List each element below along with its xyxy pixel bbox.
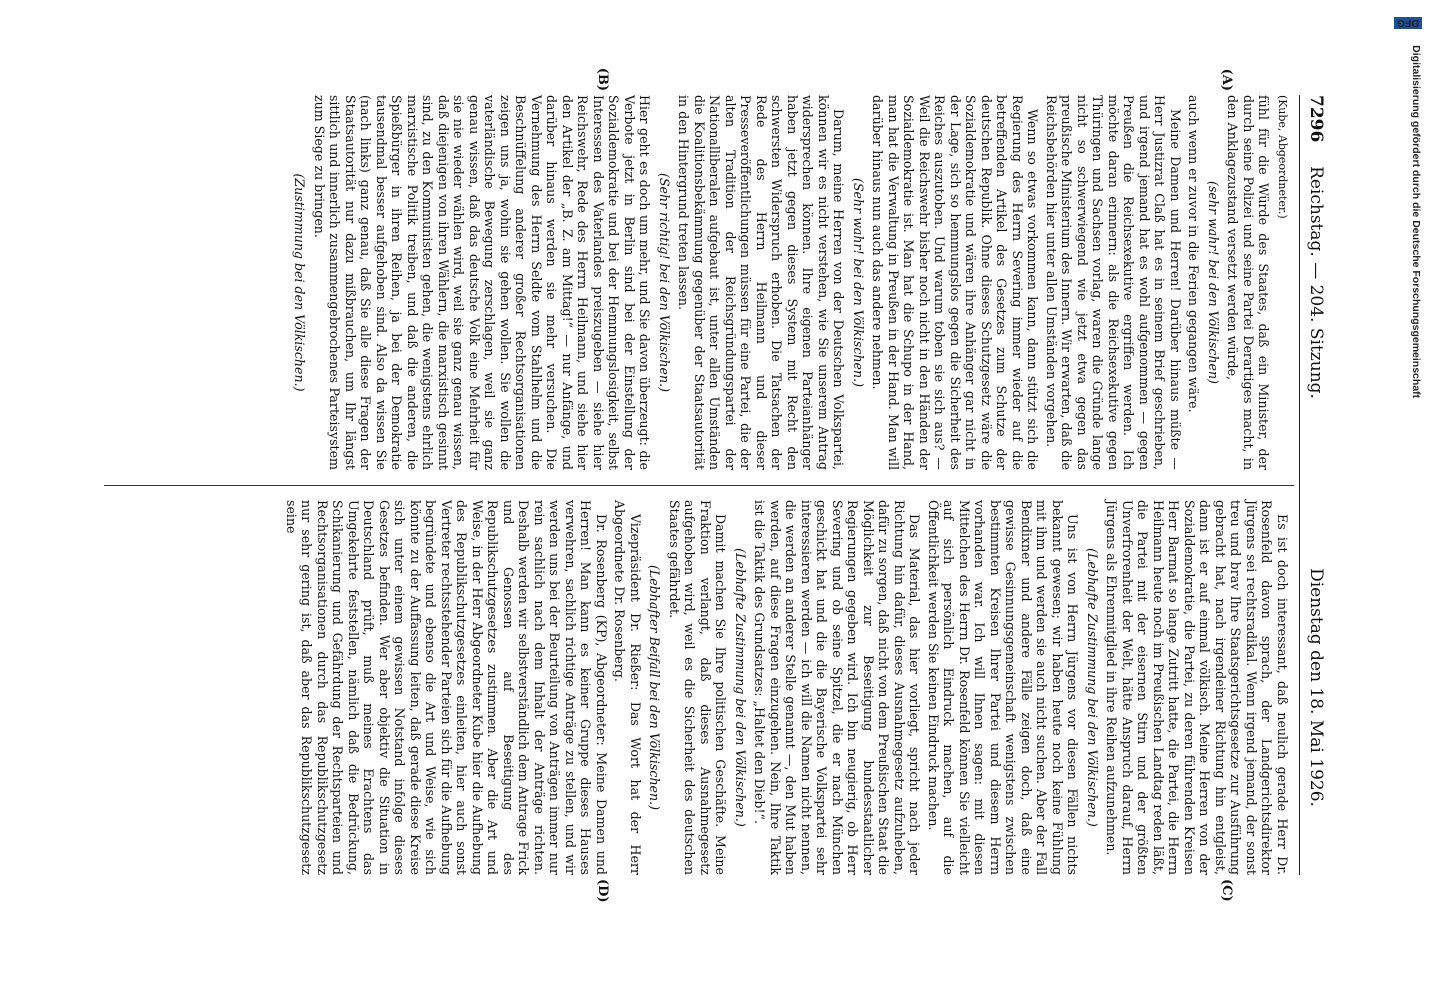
column-divider bbox=[104, 485, 1294, 486]
paragraph: Darum, meine Herren von der Deutschen Volkspartei, können wir es nicht verstehen, wie Sie unserem Antrag widersprechen können. Ihre eigenen Parteianhänger haben jetzt gegen dieses System mit Recht den schwersten Widerspruch erhoben. Die Tatsachen der Rede des Herrn Heilmann und dieser Presseveröffentlichungen müssen für eine Partei, die der alten Tradition der Reichsgründungspartei der Nationalliberalen aufgebaut ist, unter allen Umständen die Koalitionsbekämmung gegenüber der Staatsautorität in den Hintergrund treten lassen. bbox=[676, 95, 847, 470]
left-column bbox=[288, 95, 1290, 470]
interjection: (Zustimmung bei den Völkischen.) bbox=[292, 173, 308, 392]
interjection: (Lebhafte Zustimmung bei den Völkischen.) bbox=[1085, 548, 1100, 827]
margin-mark-c: (C) bbox=[1219, 879, 1234, 902]
digitization-credit bbox=[1396, 14, 1429, 694]
credit-text: Digitalisierung gefördert durch die Deutsche Forschungsgemeinschaft bbox=[1410, 45, 1422, 399]
page-number: 7296 bbox=[1306, 95, 1326, 143]
interjection: (Lebhafte Zustimmung bei den Völkischen.) bbox=[733, 548, 748, 827]
speaker-continuation: (Kube, Abgeordneter.) bbox=[1276, 95, 1289, 219]
paragraph: Dr. Rosenberg (KP), Abgeordneter: Meine Damen und Herren! Man kann es keiner Gruppe dieses Hauses verwehren, sachlich richtige Anträge zu stellen, und wir werden uns bei der Beurteilung von Anträgen immer nur rein sachlich nach dem Inhalt der Anträge richten. Deshalb werden wir selbstverständlich dem Antrage Frick und Genossen auf Beseitigung des Republikschutzgesetzes zustimmen. Aber die Art und Weise, in der Herr Abgeordneter Kube hier die Aufhebung des Republikschutzgesetzes einleiten, hier auch sonst Vertreter rechtsstehender Parteien sich für die Aufhebung begründete und ebenso die Art und Weise, wie sich könnte zu der Auffassung leiten, daß gerade diese Kreise sich unter einem gewissen Notstand infolge dieses Gesetzes befinden. Wer aber objektiv die Situation in Deutschland prüft, muß meines Erachtens das Umgekehrte feststellen, nämlich daß die Bedrückung, Schikanierung und Gefährdung der Rechtsparteien und Rechtsorganisationen durch das Republikschutzgesetz nur sehr gering ist, daß aber das Republikschutzgesetz seine bbox=[284, 500, 609, 875]
page-content bbox=[100, 67, 1330, 903]
page-header bbox=[1299, 95, 1330, 875]
interjection: (Sehr wahr! bei den Völkischen.) bbox=[851, 177, 866, 388]
paragraph: Wenn so etwas vorkommen kann, dann stützt sich die Regierung des Herrn Severing immer wieder auf die betreffenden Artikel des Gesetzes zum Schutze der deutschen Republik. Ohne dieses Schutzgesetz wäre die Sozialdemokratie und wären ihre Anhänger gar nicht in der Lage, sich so hemmungslos gegen die Sicherheit des Reiches auszutoben. Und warum toben sie sich aus? — Weil die Reichswehr bisher noch nicht in den Händen der Sozialdemokratie ist. Man hat die Schupo in der Hand, man hat die Verwaltung in Preußen in der Hand. Man will darüber hinaus nun auch das andere nehmen. bbox=[870, 95, 1041, 470]
session-title: Reichstag. — 204. Sitzung. bbox=[1306, 166, 1326, 399]
paragraph: Damit machen Sie Ihre politischen Geschäfte. Meine Fraktion verlangt, daß dieses Ausnahmegesetz aufgehoben wird, weil es die Sicherheit des deutschen Staates gefährdet. bbox=[667, 500, 729, 875]
session-date: Dienstag den 18. Mai 1926. bbox=[1306, 568, 1326, 807]
paragraph: Es ist doch interessant, daß neulich gerade Herr Dr. Rosenfeld davon sprach, der Landgerichtsdirektor Jürgens sei rechtsradikal. Wenn irgend jemand, der sonst treu und brav Ihre Staatsgerichtsgesetze zur Ausführung gebracht hat, nach irgendeiner Richtung hin entgleist, dann ist er auf einmal völkisch. Meine Herren von der Sozialdemokratie, die Partei, zu deren führenden Kreisen Herr Barmat so lange Zutritt hatte, die Partei, die Herrn Heilmann heute noch im Preußischen Landtag reden läßt, die Partei mit der eisernen Stirn und der größten Unverfrorenheit der Welt, hätte Anspruch darauf, Herrn Jürgens als Ehrenmitglied in ihre Reihen aufzunehmen. bbox=[1104, 500, 1290, 875]
interjection: (Sehr richtig! bei den Völkischen.) bbox=[657, 172, 672, 393]
rotated-page bbox=[100, 67, 1330, 903]
margin-mark-b: (B) bbox=[595, 67, 610, 91]
margin-mark-a: (A) bbox=[1219, 68, 1234, 91]
paragraph: Meine Damen und Herren! Darüber hinaus müßte — Herr Justizrat Claß hat es in seinem Brief geschrieben, und irgend jemand hat es wohl aufgenommen — gegen Preußen die Reichsexekutive ergriffen werden. Ich möchte daran erinnern: als die Reichsexekutive gegen Thüringen und Sachsen vorlag, waren die Gründe lange nicht so schwerwiegend wie jetzt etwa gegen das preußische Ministerium des Innern. Wir erwarten, daß die Reichsbehörden hier unter allen Umständen vorgehen. bbox=[1044, 95, 1183, 470]
interjection: (Lebhafter Beifall bei den Völkischen.) bbox=[647, 564, 663, 811]
paragraph: Uns ist von Herrn Jürgens vor diesen Fällen nichts bekannt gewesen; wir haben heute noch keine Fühlung mit ihm und werden sie auch nicht suchen. Aber der Fall Bendixner und andere Fälle zeigen doch, daß eine gewisse Gesinnungsgemeinschaft wenigstens zwischen bestimmten Kreisen Ihrer Partei und diesem Herrn vorhanden war. Ich will Ihnen sagen: mit diesen Mittelchen des Herrn Dr. Rosenfeld können Sie vielleicht auf sich persönlich Eindruck machen, auf die Öffentlichkeit werden Sie keinen Eindruck machen. bbox=[926, 500, 1081, 875]
dfg-logo: DFG bbox=[1394, 17, 1422, 29]
right-column bbox=[281, 500, 1291, 875]
paragraph: fühl für die Würde des Staates, daß ein Minister, der durch seine Polizei und seine Partei Derartiges macht, in den Anklagezustand versetzt werden würde, bbox=[1225, 95, 1272, 470]
margin-mark-d: (D) bbox=[595, 879, 610, 903]
paragraph: Vizepräsident Dr. Rießer: Das Wort hat der Herr Abgeordnete Dr. Rosenberg. bbox=[612, 500, 643, 875]
paragraph: Hier geht es doch um mehr, und Sie davon überzeugt: die Verbote jetzt in Berlin sind bei der Einstellung der Sozialdemokratie und bei der Hemmungslosigkeit, selbst Interessen des Vaterlandes preiszugeben — siehe hier Reichswehr, Rede des Herrn Heilmann, und siehe hier den Artikel der „B. Z. am Mittag!“ — nur Anfänge, und darüber hinaus werden sie mehr versuchen. Die Vernehmung des Herrn Seldte vom Stahlhelm und die Beschnüffelung anderer großer Rechtsorganisationen zeigen uns ja, wohin sie gehen wollen. Sie wollen die vaterländische Bewegung zerschlagen, weil sie ganz genau wissen, daß das deutsche Volk eine Mehrheit für sie nie wieder wählen wird, weil sie ganz genau wissen, daß diejenigen von ihren Wählern, die marxistisch gesinnt sind, zu den Kommunisten gehen, die wenigstens ehrlich marxistische Politik treiben, und daß die anderen, die Spießbürger in ihren Reihen, ja bei der Demokratie tausendmal besser aufgehoben sind. Also da wissen Sie (nach links) ganz genau, daß Sie alle diese Fragen der Staatsautorität nur dazu mißbrauchen, um Ihr längst sittlich und innerlich zusammengebrochenes Parteisystem zum Siege zu bringen. bbox=[312, 95, 653, 470]
paragraph: auch wenn er zuvor in die Ferien gegangen wäre. bbox=[1186, 95, 1202, 413]
interjection: (sehr wahr! bei den Völkischen) bbox=[1206, 181, 1221, 384]
paragraph: Das Material, das hier vorliegt, spricht nach jeder Richtung hin dafür, dieses Ausnahmegesetz aufzuheben, dafür zu sorgen, daß nicht von dem Preußischen Staat die Möglichkeit zur Beseitigung bundesstaatlicher Regierungen gegeben wird. Ich bin neugierig, ob Herr Severing und ob seine Spitzel, die er nach München geschickt hat und die die Bayerische Volkspartei sehr interessieren werden — ich will die Namen nicht nennen, die werden an anderer Stelle genannt —, den Mut haben werden, auf diese Fragen einzugehen. Nein, Ihre Taktik ist die Taktik des Grundsatzes: „Haltet den Dieb!“. bbox=[752, 500, 923, 875]
